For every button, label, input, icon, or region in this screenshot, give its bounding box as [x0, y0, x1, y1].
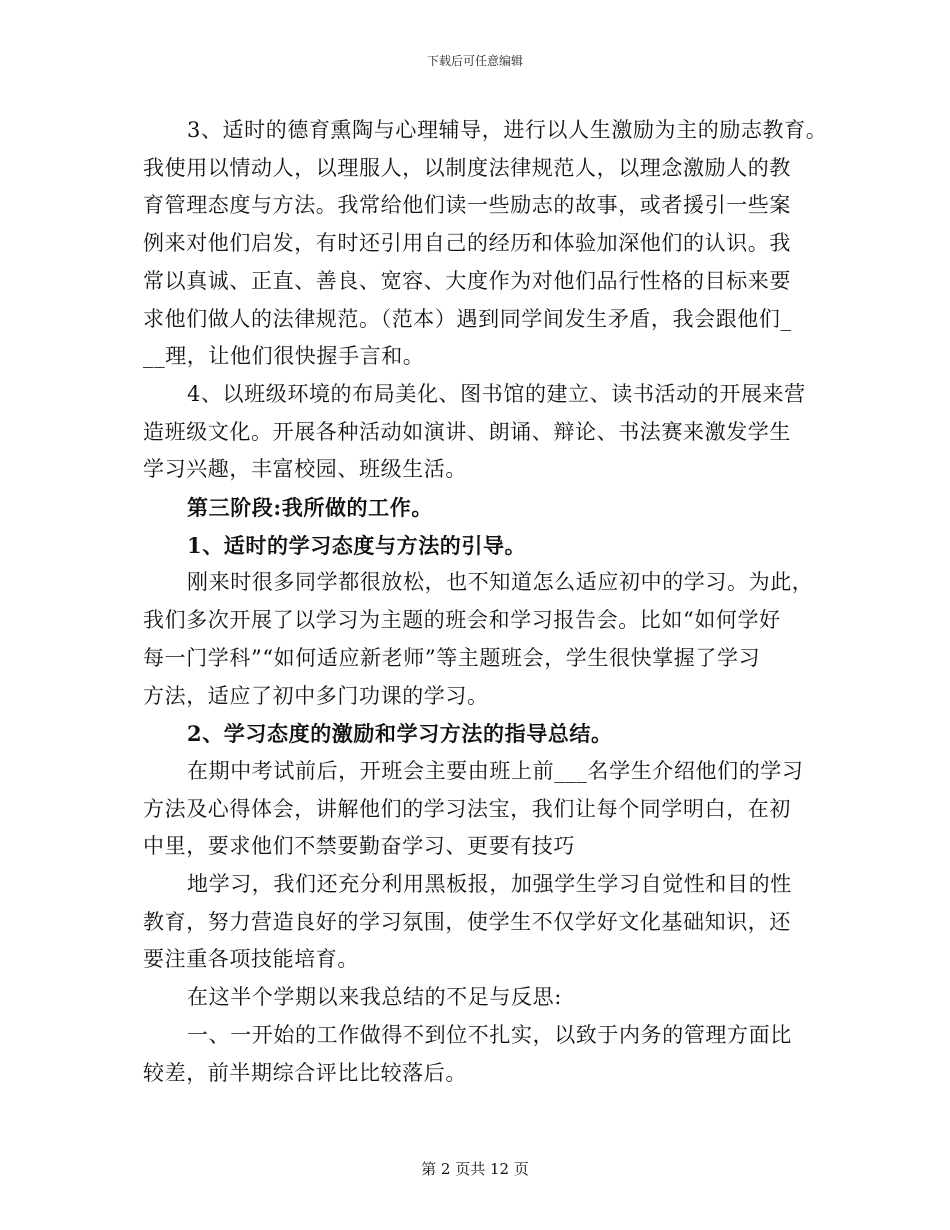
section-heading	[143, 489, 813, 527]
text-line: 4、以班级环境的布局美化、图书馆的建立、读书活动的开展来营	[187, 381, 806, 406]
text-line: 3、适时的德育熏陶与心理辅导，进行以人生激励为主的励志教育。	[187, 118, 828, 142]
text-line: 地学习，我们还充分利用黑板报，加强学生学习自觉性和目的性	[187, 872, 792, 897]
text-line: 在这半个学期以来我总结的不足与反思:	[187, 985, 562, 1010]
text-line: 1、适时的学习态度与方法的引导。	[187, 532, 527, 558]
text-line: 在期中考试前后，开班会主要由班上前___名学生介绍他们的学习	[187, 758, 804, 783]
text-line: 我们多次开展了以学习为主题的班会和学习报告会。比如“如何学好	[143, 608, 781, 633]
text-line: 中里，要求他们不禁要勤奋学习、更要有技巧	[143, 834, 575, 859]
text-line: 2、学习态度的激励和学习方法的指导总结。	[187, 721, 613, 747]
paragraph	[143, 753, 813, 866]
text-line: 教育，努力营造良好的学习氛围，使学生不仅学好文化基础知识，还	[143, 909, 791, 934]
text-line: 例来对他们启发，有时还引用自己的经历和体验加深他们的认识。我	[143, 231, 791, 256]
paragraph	[143, 979, 813, 1017]
text-line: 第三阶段:我所做的工作。	[187, 495, 433, 521]
text-line: 学习兴趣，丰富校园、班级生活。	[143, 457, 467, 482]
text-line: 要注重各项技能培育。	[143, 947, 359, 972]
section-heading	[143, 527, 813, 565]
document-body	[143, 112, 828, 1092]
paragraph	[143, 376, 813, 489]
section-heading	[143, 715, 813, 753]
text-line: 常以真诚、正直、善良、宽容、大度作为对他们品行性格的目标来要	[143, 268, 791, 293]
page-header: 下载后可任意编辑	[426, 54, 523, 68]
text-line: 方法，适应了初中多门功课的学习。	[143, 683, 489, 708]
text-line: 育管理态度与方法。我常给他们读一些励志的故事，或者援引一些案	[143, 193, 791, 218]
text-line: 造班级文化。开展各种活动如演讲、朗诵、辩论、书法赛来激发学生	[143, 419, 791, 444]
paragraph	[143, 866, 813, 979]
text-line: 较差，前半期综合评比比较落后。	[143, 1060, 467, 1085]
page-footer: 第 2 页共 12 页	[421, 1160, 529, 1178]
paragraph	[143, 1017, 813, 1092]
text-line: __理，让他们很快握手言和。	[143, 344, 425, 369]
text-line: 我使用以情动人，以理服人，以制度法律规范人，以理念激励人的教	[143, 155, 791, 180]
text-line: 一、一开始的工作做得不到位不扎实，以致于内务的管理方面比	[187, 1022, 792, 1047]
text-line: 方法及心得体会，讲解他们的学习法宝，我们让每个同学明白，在初	[143, 796, 791, 821]
paragraph	[143, 112, 828, 376]
text-line: 每一门学科”“如何适应新老师”等主题班会，学生很快掌握了学习	[143, 645, 761, 670]
text-line: 刚来时很多同学都很放松，也不知道怎么适应初中的学习。为此，	[187, 570, 814, 595]
text-line: 求他们做人的法律规范。（范本）遇到同学间发生矛盾，我会跟他们_	[143, 306, 792, 331]
paragraph	[143, 564, 813, 715]
